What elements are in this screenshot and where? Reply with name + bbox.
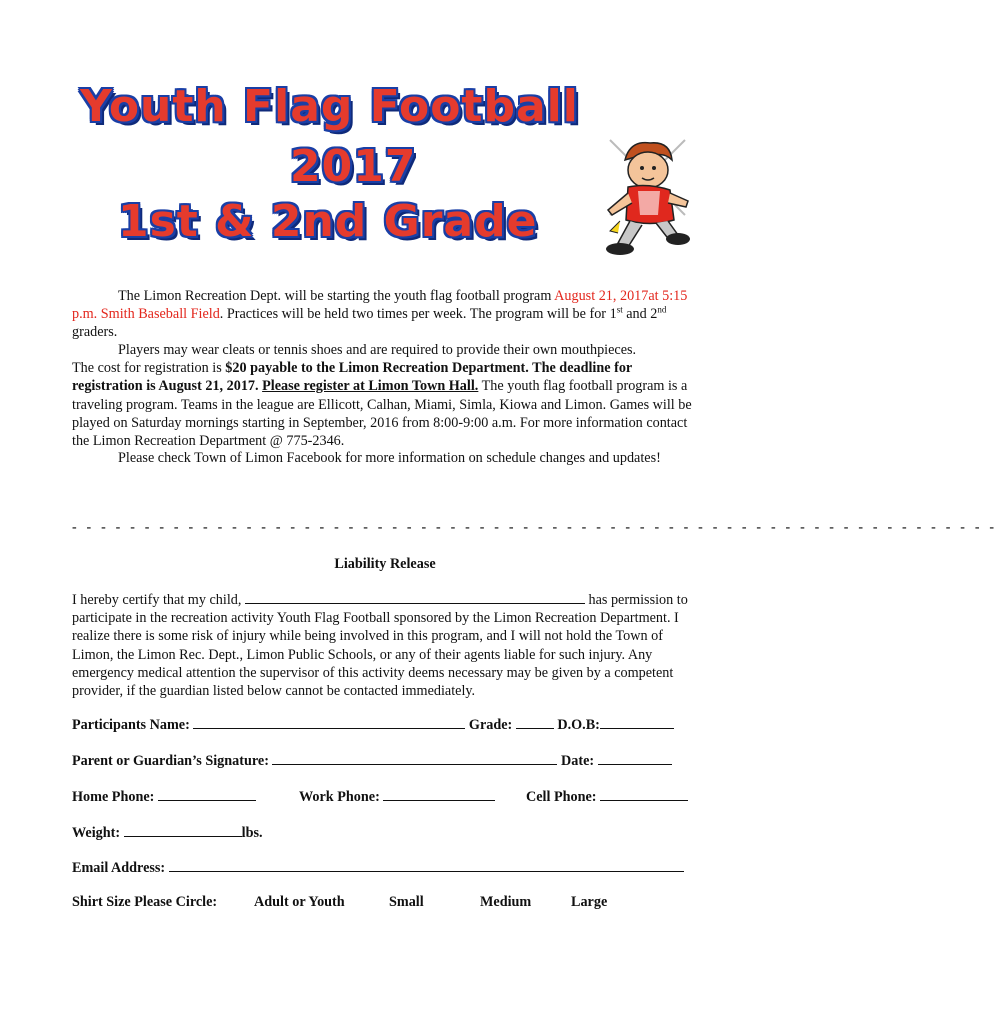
home-phone-label: Home Phone: xyxy=(72,789,158,805)
title-line-3: 1st & 2nd Grade xyxy=(118,196,538,247)
date-field[interactable] xyxy=(598,752,672,765)
participant-name-label: Participants Name: xyxy=(72,717,194,733)
liability-text-body: has permission to participate in the recreation activity Youth Flag Football sponsored by the Limon Recreation Department. I realize there is some risk of injury while being involved in this program, and I will not hold the Town of Limon, the Limon Rec. Dept., Limon Public Schools, or any of their agents liable for such injury. Any emergency medical attention the supervisor of this activity deems necessary may be given by a competent provider, if the guardian listed below cannot be contacted immediately. xyxy=(72,592,688,700)
dob-field[interactable] xyxy=(600,716,674,729)
email-row xyxy=(72,859,684,877)
home-phone-field[interactable] xyxy=(158,788,256,801)
register-location: Please register at Limon Town Hall. xyxy=(262,378,479,395)
shirt-size-label: Shirt Size Please Circle: xyxy=(72,894,218,910)
liability-text xyxy=(72,591,698,700)
child-name-field[interactable] xyxy=(245,591,585,604)
mouthpiece-text: Players may wear cleats or tennis shoes and are required to provide their own mouthpieces. xyxy=(118,342,637,358)
shirt-option-small[interactable]: Small xyxy=(389,894,424,910)
liability-text-start: I hereby certify that my child, xyxy=(72,592,245,608)
work-phone-group xyxy=(299,788,495,806)
title-line-1: Youth Flag Football xyxy=(80,81,579,132)
guardian-signature-field[interactable] xyxy=(272,752,557,765)
intro-paragraph-1 xyxy=(72,287,698,342)
guardian-signature-label: Parent or Guardian’s Signature: xyxy=(72,753,273,769)
weight-label: Weight: xyxy=(72,825,124,841)
intro-text: . Practices will be held two times per week. The program will be for xyxy=(219,306,610,323)
cut-line-separator: - - - - - - - - - - - - - - - - - - - - - - - - - - - - - - - - - - - - - - - - - - - - - - - - - - - - - - - - - - - - - - - - xyxy=(72,520,997,535)
work-phone-field[interactable] xyxy=(383,788,495,801)
date-label: Date: xyxy=(557,753,598,769)
start-date: August 21, 2017 xyxy=(554,288,649,304)
intro-paragraph-2 xyxy=(72,341,698,450)
home-phone-group xyxy=(72,788,256,806)
grade-label: Grade: xyxy=(465,717,516,733)
email-field[interactable] xyxy=(169,859,684,872)
shirt-option-large[interactable]: Large xyxy=(571,894,608,910)
weight-unit: lbs. xyxy=(241,825,263,841)
cost-text: The cost for registration is xyxy=(72,360,226,377)
grade-field[interactable] xyxy=(516,716,554,729)
weight-field[interactable] xyxy=(124,824,242,837)
shirt-option-medium[interactable]: Medium xyxy=(480,894,532,910)
cell-phone-group xyxy=(526,788,688,806)
grade-1-suffix: st xyxy=(616,304,623,315)
participant-name-field[interactable] xyxy=(193,716,465,729)
start-location: at 5:15 p.m. Smith Baseball Field xyxy=(72,288,688,323)
work-phone-label: Work Phone: xyxy=(299,789,384,805)
cost-deadline: $20 payable to the Limon Recreation Department. The deadline for registration is August 21, 2017. xyxy=(72,360,632,395)
grade-2: and 2 xyxy=(622,306,658,323)
grade-1: 1 xyxy=(609,306,617,323)
shirt-option-adult-or-youth[interactable]: Adult or Youth xyxy=(254,894,345,910)
grade-2-suffix: nd xyxy=(657,304,667,315)
football-player-clipart-icon xyxy=(590,135,700,260)
guardian-row xyxy=(72,752,672,770)
participant-row xyxy=(72,716,674,734)
intro-text: graders. xyxy=(72,324,118,341)
dob-label: D.O.B: xyxy=(553,717,600,733)
intro-text: The Limon Recreation Dept. will be starting the youth flag football program xyxy=(118,288,555,304)
facebook-note: Please check Town of Limon Facebook for more information on schedule changes and updates! xyxy=(118,450,661,466)
weight-row xyxy=(72,824,263,842)
program-details: The youth flag football program is a traveling program. Teams in the league are Ellicott, Calhan, Miami, Simla, Kiowa and Limon. Games will be played on Saturday mornings starting in September, 2016 from 8:00-9:00 a.m. For more information contact the Limon Recreation Department @ 775-2346. xyxy=(72,378,692,450)
cell-phone-field[interactable] xyxy=(600,788,688,801)
title-line-2: 2017 xyxy=(290,141,417,192)
email-label: Email Address: xyxy=(72,860,169,876)
cell-phone-label: Cell Phone: xyxy=(526,789,601,805)
liability-heading: Liability Release xyxy=(334,556,436,572)
